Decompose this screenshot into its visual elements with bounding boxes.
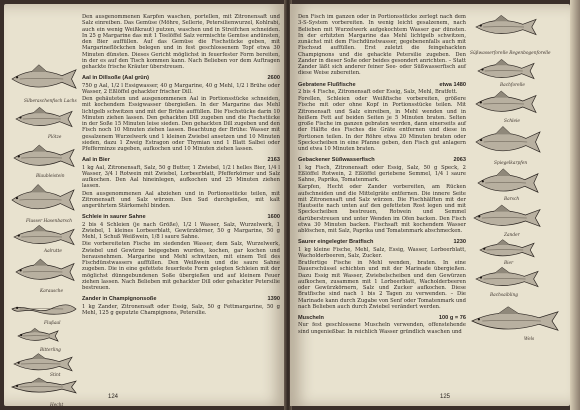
fish-name-label: Hecht (50, 403, 64, 408)
fish-drawing (16, 259, 74, 280)
fish-name-label: Bitterling (40, 348, 61, 353)
fish-name-label: Bachsaibling (490, 293, 519, 298)
left-page-text (82, 14, 280, 316)
fish-name-label: Karausche (40, 289, 64, 294)
recipe-number: 1230 (453, 239, 466, 246)
fish-drawing (16, 107, 72, 126)
recipe-heading (82, 214, 280, 220)
recipe-title: Gebratene Flußfische (298, 81, 356, 88)
fish-illustrations-right (470, 10, 566, 404)
fish-name-label: Süßwasserforelle Regenbogenforelle (470, 51, 551, 56)
recipe-heading (298, 239, 466, 245)
recipe-ingredients: 750 g Aal, 1/2 l Essigwasser, 40 g Margarine, 40 g Mehl, 1/2 l Brühe oder Wasser, 2 Eßlöffel gehackter frischer Dill. (82, 82, 280, 95)
fish-name-label: Spiegelkarpfen (494, 161, 528, 166)
recipe-number: 2600 (267, 75, 280, 82)
recipe-title: Zander in Champignonsoße (82, 296, 157, 303)
recipe-ingredients: 2 bis 4 Fische, Zitronensaft oder Essig, Salz, Mehl, Bratfett. (298, 88, 458, 95)
fish-name-label: Flußaal (44, 321, 61, 326)
recipe-number: 100 g = 76 (438, 315, 466, 321)
intro-paragraph: Den Fisch im ganzen oder in Portionsstücke zerlegt nach dem 3-S-System vorbereiten. In wenig leicht gesalzenem, nach Belieben mit Wurzelwerk aufgekochtem Wasser gar dünsten. In der erhitzten Margarine das Mehl lichtgelb schwitzen, zunächst mit dem Fischdünstwasser, gegebenenfalls auch mit Fischsud auffüllen. Erst zuletzt die feingehackten Champignons und die gehackte Petersilie zugeben. Den Zander in dieser Soße oder beides gesondert anrichten. – Statt Zander läßt sich anderer feiner See- oder Süßwasserfisch auf diese Weise zubereiten. (298, 14, 466, 77)
recipe-ingredients: 1 kg Aal, Zitronensaft, Salz, 50 g Butter, 1 Zwiebel, 1/2 l helles Bier, 1/4 l Wasser, 3/4 l Rotwein mit Zwiebel, Lorbeerblatt, Pfefferkörner und Salz aufkochen. Den Aal hineinlegen, aufkochen und 25 Minuten ziehen lassen. (82, 164, 280, 190)
recipe-ingredients: 1 kg kleine Fische, Mehl, Salz, Essig, Wasser, Lorbeerblatt, Wacholderbeeren, Salz, Zucker. (298, 246, 466, 259)
recipe-title: Muscheln (298, 315, 324, 321)
fish-name-label: Silberaschenfisch Lachs (24, 99, 77, 104)
fish-drawing (18, 328, 58, 341)
right-page (290, 4, 570, 406)
fish-drawing (12, 184, 74, 210)
recipe-title: Aal in Bier (82, 157, 110, 164)
fish-illustrations-left (10, 10, 80, 408)
recipe-ingredients: 2 bis 4 Schleien (je nach Größe), 1/2 l Wasser, Salz, Wurzelwerk, 1 Zwiebel, 1 kleines Lorbeerblatt, Gewürzkörner, 50 g Margarine, 50 g Mehl, 1 Schuß Weißwein, 1/8 l saure Sahne. (82, 221, 280, 240)
fish-name-label: Bier (504, 261, 514, 266)
recipe-number: 2063 (453, 157, 466, 164)
recipe-heading (82, 296, 280, 302)
intro-paragraph: Den ausgenommenen Karpfen waschen, portellen, mit Zitronensaft und Salz einreiben. Das Gemüse (Möhre, Sellerie, Petersilienwurzel, Kohlrabi, auch ein wenig Weißkraut) putzen, waschen und in Streifchen schneiden. In 25 g Margarine das mit 1 Teelöffel Salz vermischte Gemüse andünsten, den Bier auffüllen. Auf das Gemüse die Fischstücke geben, mit Margarineflöckchen belegen und in fest geschlossenem Topf etwa 30 Minuten dünsten. Dieses Gericht möglichst in feuerfester Form bereiten, in der es auf den Tisch kommen kann. Nach Belieben vor dem Auftragen gehackte frische Kräuter überstreuen. (82, 14, 280, 70)
fish-drawing (472, 307, 558, 331)
fish-name-label: Flusser Hasenbarsch (26, 219, 73, 224)
fish-name-label: Wels (524, 337, 535, 342)
fish-drawing (476, 126, 540, 152)
fish-name-label: Barsch (504, 197, 520, 202)
fish-name-label: Schleie (504, 119, 520, 124)
recipe-title: Gebackener Süßwasserfisch (298, 157, 375, 164)
recipe-heading (298, 157, 466, 163)
page-number: 124 (108, 394, 119, 400)
fish-drawing (478, 169, 538, 193)
fish-drawing (480, 240, 534, 257)
right-page-text (298, 14, 466, 335)
recipe-number: 1600 (267, 214, 280, 221)
recipe-title: Saurer eingelegter Bratfisch (298, 239, 374, 246)
fish-name-label: Zander (504, 233, 520, 238)
recipe-instructions: Die vorbereiteten Fische im siedenden Wasser, dem Salz, Wurzelwerk, Zwiebel und Gewürze beigegeben wurden, kochen, gar kochen und herausnehmen. Margarine und Mehl schwitzen, mit einem Teil des Fischdünstwassers auffüllen. Den Weißwein und die saure Sahne zugeben. Die in eine gefettete feuerfeste Form gelegten Schleien mit der möglichst dünngebundenen Soße übergießen und auf kleinem Feuer ziehen lassen. Nach Belieben mit gehackter Dill oder gehackter Petersilie bestreuen. (82, 241, 280, 291)
fish-drawing (12, 65, 76, 89)
fish-name-label: Stint (50, 373, 61, 378)
recipe-heading (82, 157, 280, 163)
page-edges (570, 0, 580, 410)
page-number: 125 (440, 394, 451, 400)
fish-drawing (14, 145, 74, 166)
fish-drawing (12, 378, 76, 393)
fish-drawing (474, 205, 540, 226)
recipe-title: Schleie in saurer Sahne (82, 214, 146, 221)
fish-drawing (476, 91, 536, 112)
recipe-instructions: Forellen, Schleien oder Weißfische vorbereiten, größere Fische mit oder ohne Kopf in Portionsstücke teilen. Mit Zitronensaft und Salz einreiben, in Mehl wenden und in heißem Fett auf beiden Seiten je 5 Minuten braten. Selten große Fische im ganzen gebraten werden, dann einerseits auf der Hälfte des Fisches die Gräte entfernen und diese in Portionen teilen. In der Röhre etwa 20 Minuten braten oder Speckscheiben in eine Pfanne geben, den Fisch gut anlagern und etwa 10 Minuten braten. (298, 96, 466, 152)
fish-drawing (12, 305, 76, 314)
recipe-instructions: Nur fest geschlossene Muscheln verwenden, offenstehende sind ungenießbar. In reichlich Wasser gründlich waschen und (298, 322, 466, 335)
fish-drawing (14, 354, 72, 371)
fish-drawing (478, 59, 534, 78)
fish-drawing (476, 267, 538, 286)
recipe-heading (298, 82, 466, 88)
recipe-instructions: Karpfen, Hecht oder Zander vorbereiten, am Rücken aufschneiden und die Mittelgräte entfernen. Die innere Seite mit Zitronensaft und Salz würzen. Die Fischhälften mit der Hautseite nach unten auf den gefetteten Rost legen und mit Speckscheiben bestreuen, Rotwein und Semmel darüberstreuen und unter Wenden im Ofen backen. Den Fisch etwa 30 Minuten backen. Fischsaft mit kochendem Wasser ablöschen, mit Salz, Paprika und Tomatenmark abschmecken. (298, 184, 466, 234)
fish-name-label: Aalrutte (44, 249, 62, 254)
recipe-title: Aal in Dillsoße (Aal grün) (82, 75, 150, 82)
recipe-ingredients: 1 kg Fisch, Zitronensaft oder Essig, Salz, 50 g Speck, 2 Eßlöffel Rotwein, 2 Eßlöffel geriebene Semmel, 1/4 l saure Sahne, Paprika, Tomatenmark. (298, 164, 466, 183)
recipe-instructions: Bratfertige Fische in Mehl wenden, braten. In eine Dauerschüssel schichten und mit der Marinade übergießen. Dazu Essig mit Wasser, Zwiebelscheiben und den Gewürzen aufkochen, zusammen mit 1 Lorbeerblatt, Wacholderbeeren oder Gewürzkörnern, Salz und Zucker aufkochen. Diese Bratfische sind nach 1 bis 2 Tagen zu verwenden. – Die Marinade kann durch Zugabe von Senf oder Tomatenmark und nach Belieben auch durch Zwiebel verändert werden. (298, 260, 466, 310)
recipe-heading (298, 315, 466, 321)
fish-name-label: Plötze (48, 135, 62, 140)
fish-drawings-left (10, 10, 84, 408)
recipe-number: etwa 1480 (439, 81, 466, 88)
fish-name-label: Blaubleistein (36, 174, 65, 179)
fish-name-label: Bachforelle (500, 83, 525, 88)
fish-drawing (14, 225, 74, 244)
recipe-instructions: Den gehäuteten und ausgenommenen Aal in Portionsstücke schneiden, mit kochendem Essigwasser übergießen. In der Margarine das Mehl lichtgelb schwitzen und mit der Brühe auffüllen. Die Fischstücke darin 10 Minuten ziehen lassen. Den gehackten Dill zugeben und die Fischstücke in der Soße 15 Minuten leise sieden. Den gehackten Dill zugeben und den Fisch noch 10 Minuten ziehen lassen. Beachtung der Brühe: Wasser mit gesalzenem Wurzelwerk und 1 kleinen Zwiebel ansetzen und 10 Minuten sieden, dazu 1 Zweig Estragon oder Thymian und 1 Blatt Salbei oder Pfefferminze zugeben, aufkochen und 10 Minuten ziehen lassen. (82, 96, 280, 152)
recipe-ingredients: 1 kg Zander, Zitronensaft oder Essig, Salz, 50 g Fettmargarine, 50 g Mehl, 125 g geputzte Champignons, Petersilie. (82, 303, 280, 316)
recipe-heading (82, 75, 280, 81)
recipe-number: 2163 (267, 157, 280, 164)
left-page (4, 4, 286, 406)
recipe-instructions: Den ausgenommenen Aal abziehen und in Portionsstücke teilen, mit Zitronensaft und Salz würzen. Den Sud durchgießen, mit kalt angerührtem Stärkemehl binden. (82, 190, 280, 209)
fish-drawing (476, 15, 536, 34)
fish-drawings-right (470, 10, 566, 400)
recipe-number: 1390 (267, 296, 280, 303)
